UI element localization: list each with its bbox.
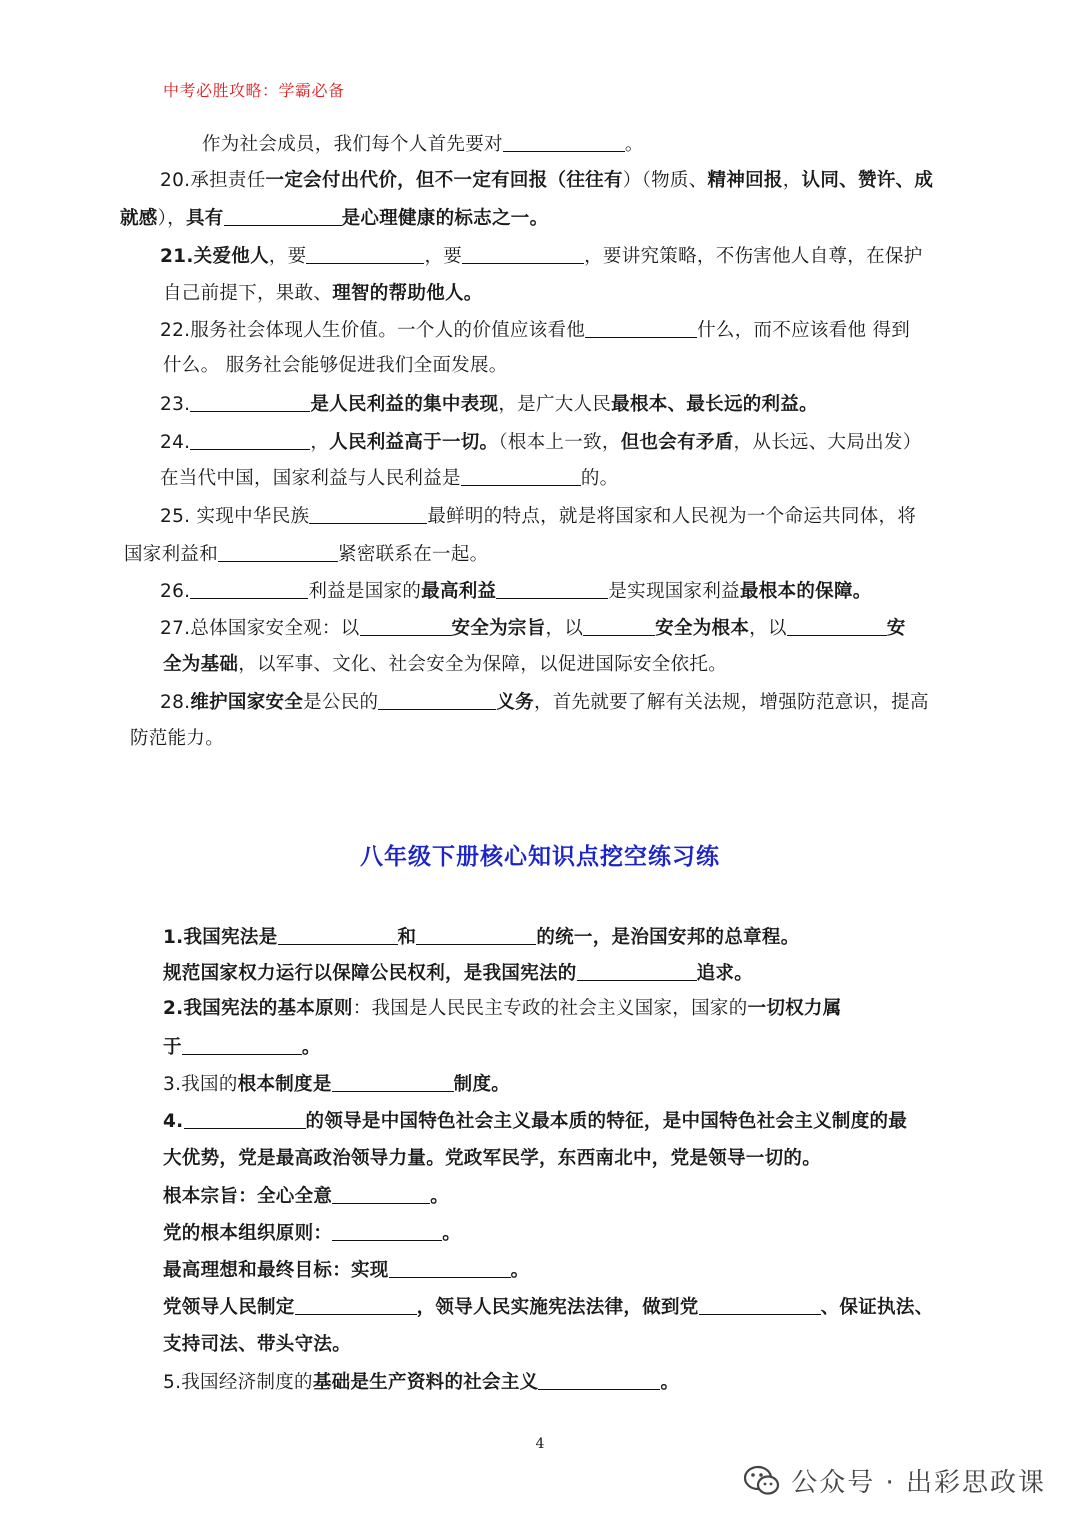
fill-blank[interactable]: [360, 615, 452, 636]
fill-blank[interactable]: [389, 1257, 511, 1278]
fill-blank[interactable]: [306, 243, 424, 264]
fill-blank[interactable]: [295, 1294, 417, 1315]
fill-blank[interactable]: [787, 615, 887, 636]
text-line: 23. 是人民利益的集中表现，是广大人民最根本、最长远的利益。: [160, 391, 818, 418]
fill-blank[interactable]: [224, 205, 342, 226]
fill-blank[interactable]: [190, 578, 308, 599]
fill-blank[interactable]: [462, 243, 584, 264]
text-line: 27.总体国家安全观：以 安全为宗旨，以 安全为根本，以 安: [160, 615, 906, 642]
text-line: 国家利益和 紧密联系在一起。: [124, 541, 488, 568]
fill-blank[interactable]: [538, 1369, 660, 1390]
fill-blank[interactable]: [182, 1034, 302, 1055]
page-number: 4: [535, 1436, 545, 1452]
watermark-text: 公众号 · 出彩思政课: [791, 1468, 1046, 1498]
text-line: 1.我国宪法是 和 的统一，是治国安邦的总章程。: [163, 924, 800, 951]
fill-blank[interactable]: [332, 1183, 430, 1204]
fill-blank[interactable]: [496, 578, 608, 599]
text-line: 根本宗旨：全心全意 。: [163, 1183, 449, 1210]
text-line: 26. 利益是国家的最高利益 是实现国家利益最根本的保障。: [160, 578, 872, 605]
text-line: 自己前提下，果敢、理智的帮助他人。: [163, 283, 483, 304]
fill-blank[interactable]: [190, 429, 310, 450]
text-line: 4. 的领导是中国特色社会主义最本质的特征，是中国特色社会主义制度的最: [163, 1108, 907, 1135]
fill-blank[interactable]: [583, 615, 655, 636]
text-line: 党的根本组织原则： 。: [163, 1220, 461, 1247]
text-line: 规范国家权力运行以保障公民权利，是我国宪法的 追求。: [163, 960, 753, 987]
text-line: 就感），具有 是心理健康的标志之一。: [120, 205, 548, 232]
fill-blank[interactable]: [378, 689, 496, 710]
text-line: 什么。 服务社会能够促进我们全面发展。: [163, 355, 508, 376]
fill-blank[interactable]: [461, 465, 581, 486]
text-line: 3.我国的根本制度是 制度。: [163, 1071, 510, 1098]
text-line: 支持司法、带头守法。: [163, 1334, 352, 1355]
text-line: 在当代中国，国家利益与人民利益是 的。: [160, 465, 618, 492]
text-line: 党领导人民制定 ，领导人民实施宪法法律，做到党 、保证执法、: [163, 1294, 933, 1321]
fill-blank[interactable]: [332, 1220, 442, 1241]
text-line: 20.承担责任一定会付出代价，但不一定有回报（往往有）（物质、精神回报，认同、赞许、成: [160, 170, 934, 191]
page-header: 中考必胜攻略：学霸必备: [163, 81, 345, 100]
wechat-icon: [743, 1465, 781, 1497]
fill-blank[interactable]: [503, 131, 625, 152]
section-title: 八年级下册核心知识点挖空练习练: [360, 844, 720, 870]
text-line: 28.维护国家安全是公民的 义务，首先就要了解有关法规，增强防范意识，提高: [160, 689, 929, 716]
text-line: 防范能力。: [130, 728, 225, 749]
fill-blank[interactable]: [190, 391, 310, 412]
watermark: [743, 1462, 1046, 1499]
text-line: 作为社会成员，我们每个人首先要对 。: [202, 131, 644, 158]
fill-blank[interactable]: [309, 503, 427, 524]
fill-blank[interactable]: [184, 1108, 306, 1129]
text-line: 大优势，党是最高政治领导力量。党政军民学，东西南北中，党是领导一切的。: [163, 1148, 822, 1169]
text-line: 21.关爱他人，要 ，要 ，要讲究策略，不伤害他人自尊，在保护: [160, 243, 923, 270]
fill-blank[interactable]: [585, 317, 697, 338]
text-line: 22.服务社会体现人生价值。一个人的价值应该看他 什么，而不应该看他 得到: [160, 317, 910, 344]
fill-blank[interactable]: [218, 541, 338, 562]
text-line: 25. 实现中华民族 最鲜明的特点，就是将国家和人民视为一个命运共同体，将: [160, 503, 916, 530]
text-line: 于 。: [163, 1034, 321, 1061]
text-line: 最高理想和最终目标：实现 。: [163, 1257, 529, 1284]
text-line: 2.我国宪法的基本原则：我国是人民民主专政的社会主义国家，国家的一切权力属: [163, 998, 842, 1019]
text-line: 24. ，人民利益高于一切。（根本上一致，但也会有矛盾，从长远、大局出发）: [160, 429, 922, 456]
fill-blank[interactable]: [416, 924, 536, 945]
fill-blank[interactable]: [577, 960, 697, 981]
text-line: 全为基础，以军事、文化、社会安全为保障，以促进国际安全依托。: [163, 654, 728, 675]
fill-blank[interactable]: [332, 1071, 454, 1092]
fill-blank[interactable]: [278, 924, 398, 945]
text-line: 5.我国经济制度的基础是生产资料的社会主义 。: [163, 1369, 679, 1396]
fill-blank[interactable]: [699, 1294, 821, 1315]
